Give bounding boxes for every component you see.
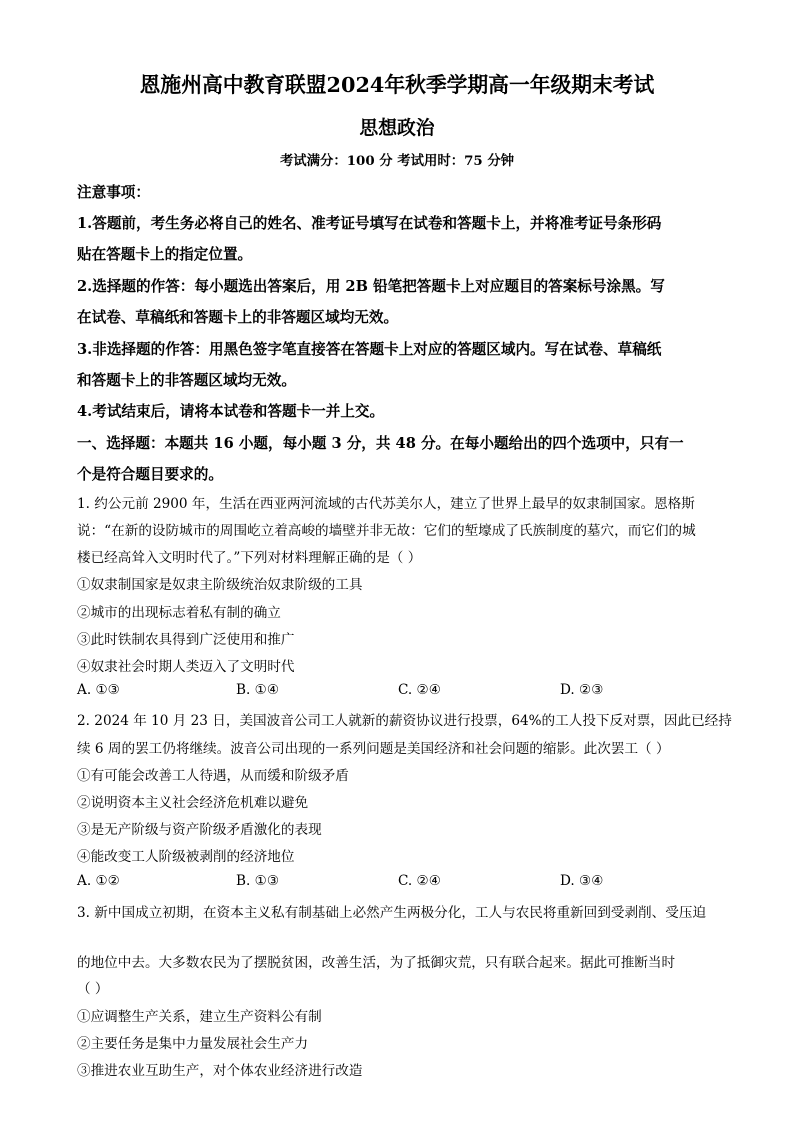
notice-line: 和答题卡上的非答题区域均无效。 xyxy=(77,372,296,389)
statement: ①奴隶制国家是奴隶主阶级统治奴隶阶级的工具 xyxy=(77,577,363,593)
notice-line: 2.选择题的作答：每小题选出答案后，用 2B 铅笔把答题卡上对应题目的答案标号涂黑。写 xyxy=(77,278,665,295)
statement: ③推进农业互助生产，对个体农业经济进行改造 xyxy=(77,1063,363,1079)
statement: ③是无产阶级与资产阶级矛盾激化的表现 xyxy=(77,822,322,838)
option-c: C. ②④ xyxy=(398,873,441,889)
option-a: A. ①③ xyxy=(77,682,120,698)
notice-line: 3.非选择题的作答：用黑色签字笔直接答在答题卡上对应的答题区域内。写在试卷、草稿纸 xyxy=(77,341,662,358)
option-d: D. ②③ xyxy=(560,682,604,698)
notice-line: 在试卷、草稿纸和答题卡上的非答题区域均无效。 xyxy=(77,309,399,326)
question-stem: 的地位中去。大多数农民为了摆脱贫困，改善生活，为了抵御灾荒，只有联合起来。据此可推断当时 xyxy=(77,955,676,971)
question-stem: 说：“在新的设防城市的周围屹立着高峻的墙壁并非无故：它们的堑壕成了氏族制度的墓穴，而它们的城 xyxy=(77,523,696,539)
notice-line: 贴在答题卡上的指定位置。 xyxy=(77,246,253,263)
question-stem: 楼已经高耸入文明时代了。”下列对材料理解正确的是（ ） xyxy=(77,550,422,566)
statement: ②说明资本主义社会经济危机难以避免 xyxy=(77,795,309,811)
notice-line: 4.考试结束后，请将本试卷和答题卡一并上交。 xyxy=(77,403,385,420)
notice-heading: 注意事项： xyxy=(77,184,150,201)
question-stem: 3. 新中国成立初期，在资本主义私有制基础上必然产生两极分化，工人与农民将重新回到受剥削、受压迫 xyxy=(77,905,707,921)
statement: ①应调整生产关系，建立生产资料公有制 xyxy=(77,1009,322,1025)
question-stem: 1. 约公元前 2900 年，生活在西亚两河流域的古代苏美尔人，建立了世界上最早的奴隶制国家。恩格斯 xyxy=(77,496,695,512)
exam-title: 恩施州高中教育联盟2024年秋季学期高一年级期末考试 xyxy=(139,72,655,97)
notice-line: 1.答题前，考生务必将自己的姓名、准考证号填写在试卷和答题卡上，并将准考证号条形码 xyxy=(77,215,662,232)
option-a: A. ①② xyxy=(77,873,120,889)
statement: ②城市的出现标志着私有制的确立 xyxy=(77,605,281,621)
statement: ②主要任务是集中力量发展社会生产力 xyxy=(77,1036,309,1052)
section-heading: 个是符合题目要求的。 xyxy=(77,466,223,483)
statement: ③此时铁制农具得到广泛使用和推广 xyxy=(77,632,295,648)
question-stem: 2. 2024 年 10 月 23 日，美国波音公司工人就新的薪资协议进行投票，64%的工人投下反对票，因此已经持 xyxy=(77,713,732,729)
exam-info: 考试满分：100 分 考试用时：75 分钟 xyxy=(279,153,515,169)
question-stem: （ ） xyxy=(77,981,109,997)
section-heading: 一、选择题：本题共 16 小题，每小题 3 分，共 48 分。在每小题给出的四个选项中，只有一 xyxy=(77,435,684,452)
statement: ④奴隶社会时期人类迈入了文明时代 xyxy=(77,659,295,675)
option-c: C. ②④ xyxy=(398,682,441,698)
statement: ①有可能会改善工人待遇，从而缓和阶级矛盾 xyxy=(77,768,349,784)
option-b: B. ①④ xyxy=(236,682,280,698)
option-d: D. ③④ xyxy=(560,873,604,889)
option-b: B. ①③ xyxy=(236,873,280,889)
question-stem: 续 6 周的罢工仍将继续。波音公司出现的一系列问题是美国经济和社会问题的缩影。此次罢工（ ） xyxy=(77,741,670,757)
subject-title: 思想政治 xyxy=(359,117,435,139)
statement: ④能改变工人阶级被剥削的经济地位 xyxy=(77,849,295,865)
